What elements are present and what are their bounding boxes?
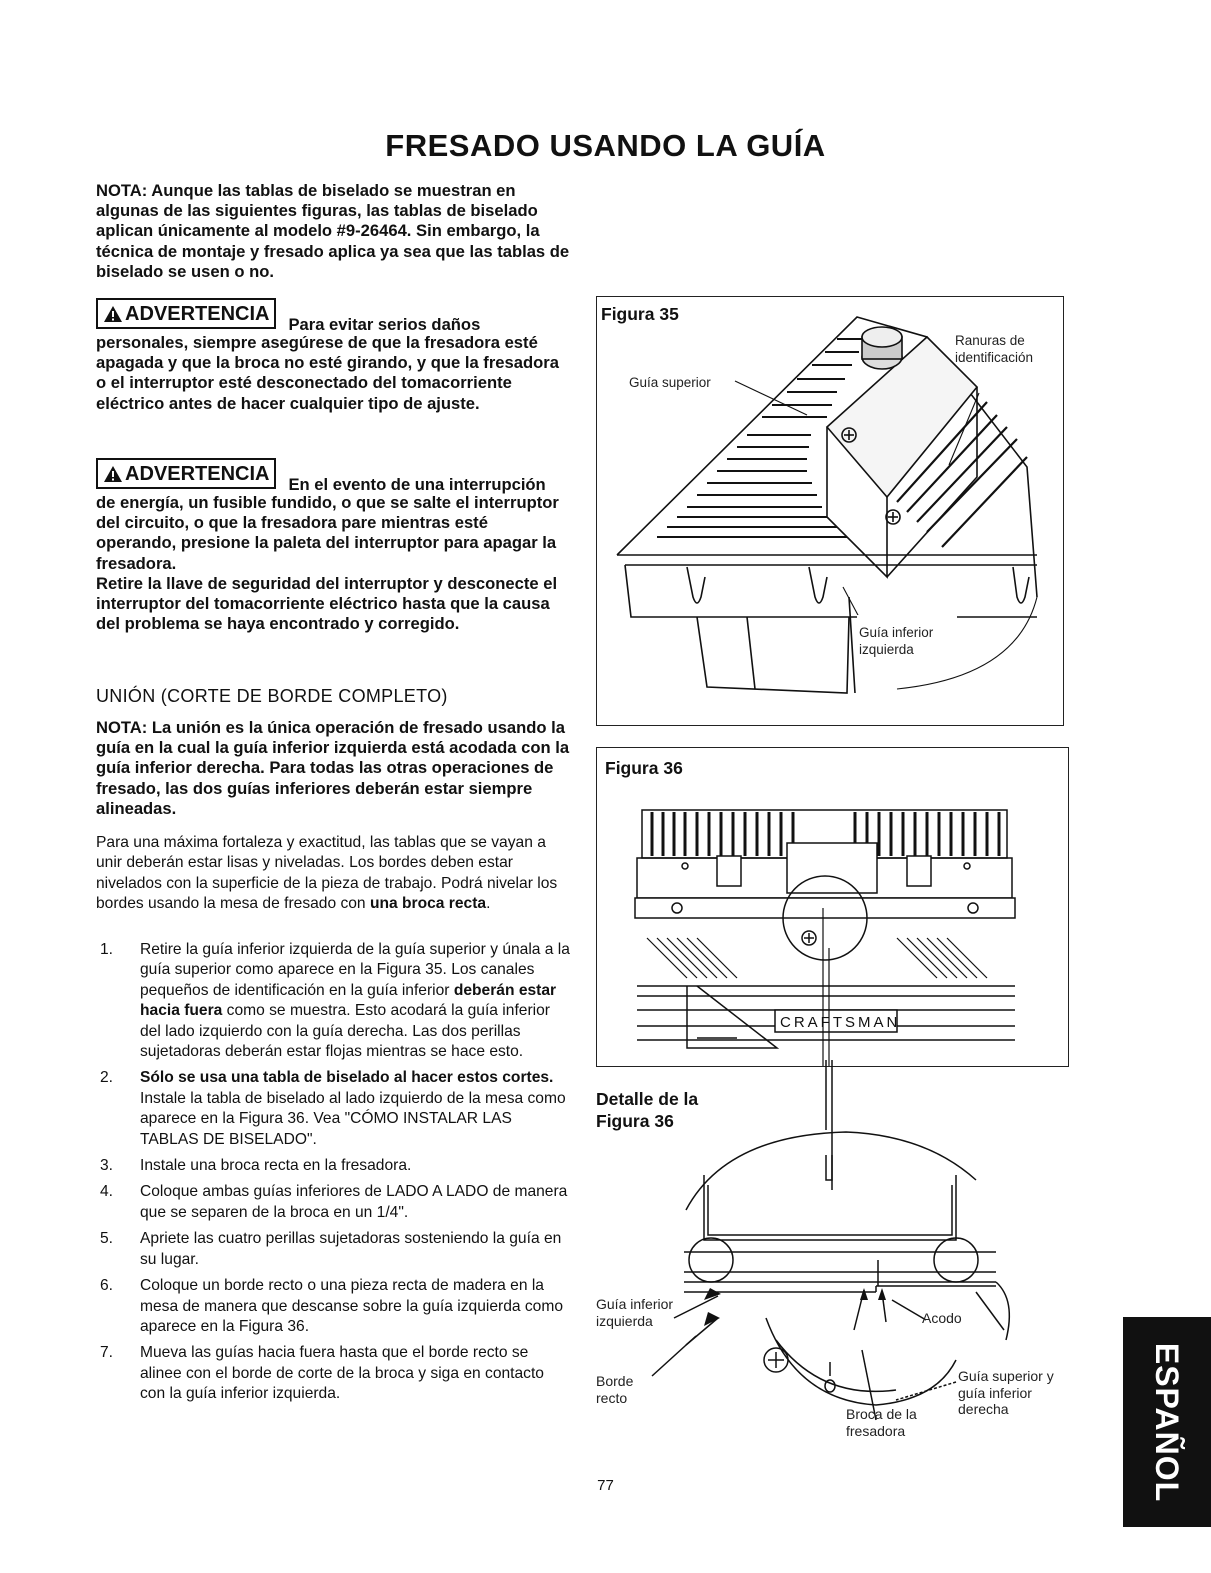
step-item bbox=[96, 1182, 571, 1223]
page-number: 77 bbox=[597, 1477, 614, 1494]
step-text: Mueva las guías hacia fuera hasta que el borde recto se alinee con el borde de corte de la broca y siga en contacto con la guía inferior izquierda. bbox=[140, 1344, 544, 1403]
step-number: 1. bbox=[100, 941, 114, 958]
figure-35-label-lower-left: Guía inferior izquierda bbox=[859, 625, 934, 657]
step-item bbox=[96, 1156, 571, 1176]
figure-36-brand: CRAFTSMAN bbox=[780, 1014, 901, 1031]
warning-text-2b: Retire la llave de seguridad del interruptor y desconecte el interruptor del tomacorriente eléctrico hasta que la causa del problema se haya encontrado y corregido. bbox=[96, 573, 558, 634]
detail-label-upper-lower-right: Guía superior y guía inferior derecha bbox=[958, 1368, 1054, 1417]
warning-lead-1: Para evitar serios daños bbox=[288, 315, 481, 334]
warning-lead-2: En el evento de una interrupción bbox=[288, 475, 546, 494]
step-number: 3. bbox=[100, 1157, 114, 1175]
section-note-block bbox=[96, 718, 571, 819]
step-item bbox=[96, 1343, 571, 1404]
figure-36 bbox=[596, 747, 1069, 1067]
figure-35-label-slots: Ranuras de identificación bbox=[955, 333, 1034, 365]
body-paragraph-block bbox=[96, 833, 571, 915]
step-bold-text: deberán estar hacia fuera bbox=[140, 981, 557, 1020]
intro-note-text: NOTA: Aunque las tablas de biselado se muestran en algunas de las siguientes figuras, las tablas de biselado aplican únicamente al modelo #9-26464. Sin embargo, la técnica de montaje y fresado aplica ya sea que las tablas de biselado se usen o no. bbox=[96, 181, 570, 281]
step-number: 4. bbox=[100, 1183, 114, 1201]
section-heading-block bbox=[96, 686, 571, 707]
warning-label-2: ADVERTENCIA bbox=[125, 463, 270, 485]
language-side-tab-label: ESPAÑOL bbox=[1149, 1342, 1186, 1502]
step-number: 7. bbox=[100, 1344, 114, 1362]
warning-badge-1 bbox=[96, 298, 276, 329]
step-text-cont: como se muestra. Esto acodará la guía inferior del lado izquierdo con la guía derecha. Las dos perillas sujetadoras deberán estar flojas mientras se hace esto. bbox=[140, 1002, 550, 1061]
step-item bbox=[96, 1229, 571, 1270]
body-text: Para una máxima fortaleza y exactitud, las tablas que se vayan a unir deberán estar lisas y niveladas. Los bordes deben estar nivelados con la superficie de la pieza de trabajo. Podrá nivelar los bordes usando la mesa de fresado con bbox=[96, 834, 558, 913]
language-side-tab bbox=[1123, 1317, 1211, 1527]
detail-label-offset: Acodo bbox=[922, 1310, 962, 1326]
figure-36-illustration bbox=[597, 748, 1068, 1066]
warning-header-1 bbox=[96, 298, 571, 334]
detail-label-lower-left: Guía inferior izquierda bbox=[596, 1296, 674, 1329]
step-text: Retire la guía inferior izquierda de la guía superior y únala a la guía superior como aparece en la Figura 35. Los canales pequeños de identificación en la guía inferior bbox=[140, 941, 570, 999]
section-heading: UNIÓN (CORTE DE BORDE COMPLETO) bbox=[96, 686, 448, 706]
warning-triangle-icon bbox=[103, 465, 123, 483]
intro-note bbox=[96, 181, 571, 282]
step-text-cont: Instale la tabla de biselado al lado izquierdo de la mesa como aparece en la Figura 36. Vea "CÓMO INSTALAR LAS TABLAS DE BISELADO". bbox=[140, 1089, 566, 1148]
detail-title: Detalle de la Figura 36 bbox=[596, 1089, 699, 1131]
step-text: Coloque un borde recto o una pieza recta de madera en la mesa de manera que descanse sobre la guía izquierda como aparece en la Figura 36. bbox=[140, 1277, 564, 1335]
warning-triangle-icon bbox=[103, 305, 123, 323]
figure-36-title: Figura 36 bbox=[605, 758, 683, 778]
body-bold-text: una broca recta bbox=[369, 895, 487, 913]
figure-35-label-top-guide: Guía superior bbox=[629, 375, 711, 390]
warning-text-2: de energía, un fusible fundido, o que se salte el interruptor del circuito, o que la fresadora pare mientras esté operando, presione la paleta del interruptor para apagar la fresadora. bbox=[96, 493, 559, 573]
body-paragraph bbox=[96, 833, 571, 915]
steps-list bbox=[96, 940, 571, 1405]
step-item bbox=[96, 1276, 571, 1337]
detail-label-straight-edge: Borde recto bbox=[596, 1373, 634, 1406]
step-number: 5. bbox=[100, 1230, 114, 1248]
step-bold-text: Sólo se usa una tabla de biselado al hacer estos cortes. bbox=[140, 1069, 554, 1087]
step-text: Instale una broca recta en la fresadora. bbox=[140, 1157, 412, 1175]
step-item bbox=[96, 1068, 571, 1150]
page-title: FRESADO USANDO LA GUÍA bbox=[385, 128, 826, 163]
warning-header-2 bbox=[96, 458, 571, 494]
warning-block-1 bbox=[96, 298, 571, 414]
step-number: 6. bbox=[100, 1277, 114, 1295]
warning-label-1: ADVERTENCIA bbox=[125, 303, 270, 325]
figure-35-title: Figura 35 bbox=[601, 304, 679, 324]
body-text-end: . bbox=[486, 895, 491, 913]
step-text: Apriete las cuatro perillas sujetadoras sosteniendo la guía en su lugar. bbox=[140, 1230, 562, 1268]
step-text: Coloque ambas guías inferiores de LADO A LADO de manera que se separen de la broca en un 1/4". bbox=[140, 1183, 568, 1221]
section-note: NOTA: La unión es la única operación de fresado usando la guía en la cual la guía inferior izquierda está acodada con la guía inferior derecha. Para todas las otras operaciones de fresado, las dos guías inferiores deberán estar siempre alineadas. bbox=[96, 718, 570, 818]
steps-list-block bbox=[96, 940, 571, 1411]
figure-35 bbox=[596, 296, 1064, 726]
warning-badge-2 bbox=[96, 458, 276, 489]
warning-block-2 bbox=[96, 458, 571, 634]
detail-label-bit: Broca de la fresadora bbox=[846, 1406, 917, 1439]
step-item bbox=[96, 940, 571, 1062]
step-number: 2. bbox=[100, 1069, 114, 1087]
warning-text-1: personales, siempre asegúrese de que la fresadora esté apagada y que la broca no esté girando, y que la fresadora o el interruptor esté desconectado del tomacorriente eléctrico antes de hacer cualquier tipo de ajuste. bbox=[96, 333, 559, 413]
